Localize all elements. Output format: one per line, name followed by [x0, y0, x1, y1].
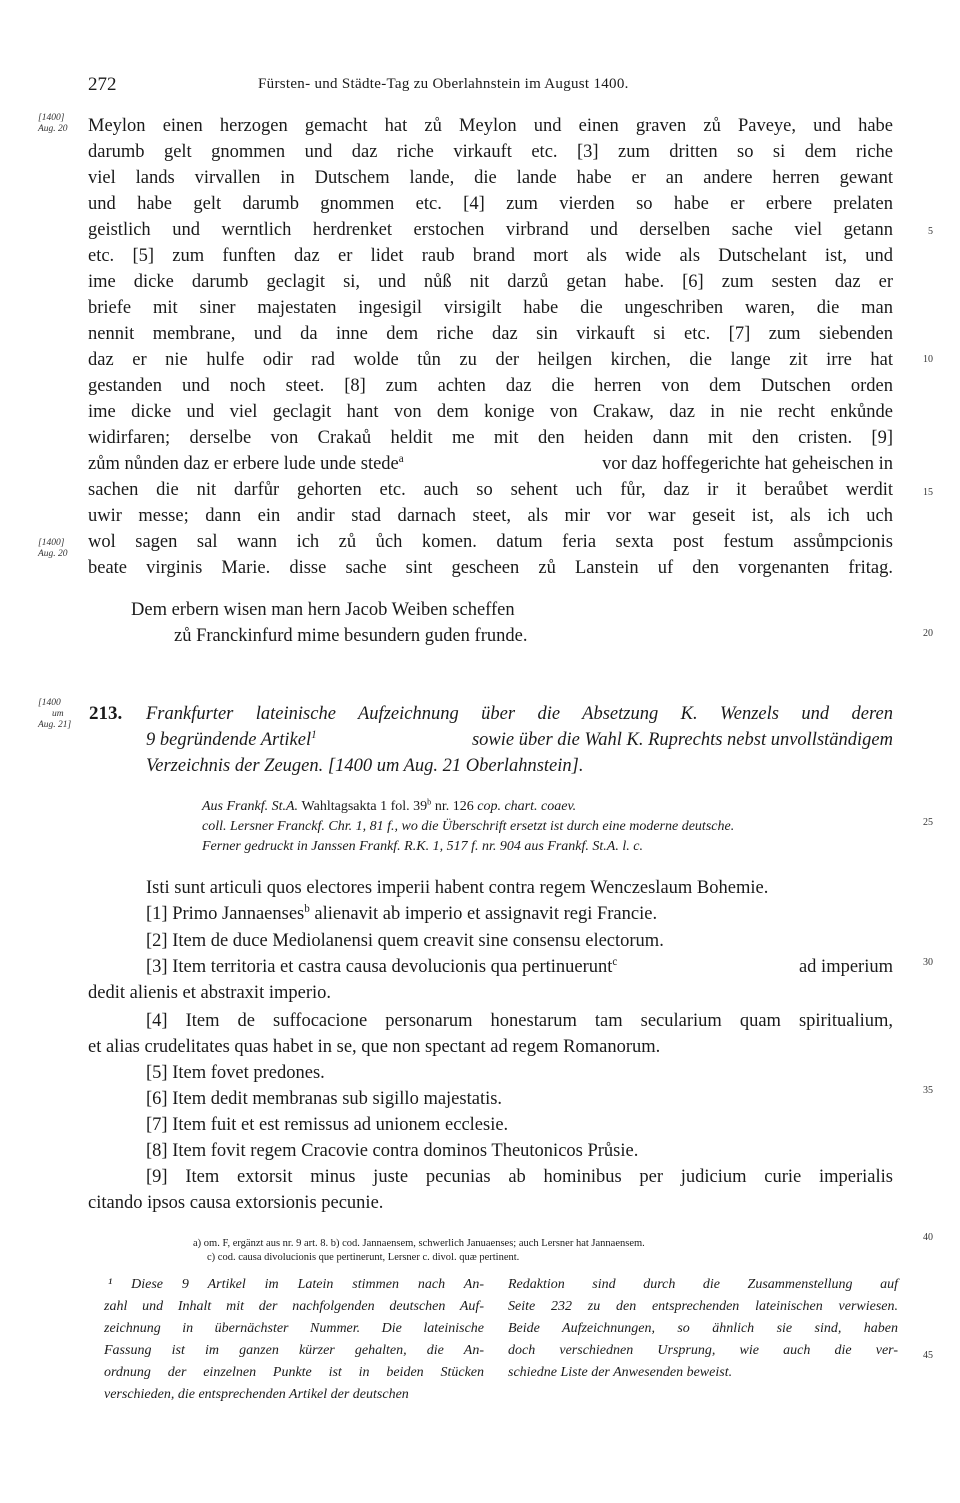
footnote-line: verschieden, die entsprechenden Artikel der deutschen	[104, 1387, 409, 1402]
document-number: 213.	[89, 703, 123, 724]
footnote-line: Beide Aufzeichnungen, so ähnlich sie sind, haben	[508, 1321, 898, 1336]
margin-note-date-1: [1400] Aug. 20	[38, 113, 68, 134]
line-number: 15	[923, 487, 933, 498]
letter-line: geistlich und werntlich herdrenket erstochen virbrand und derselben sache viel getann	[88, 220, 893, 240]
document-heading-line: Verzeichnis der Zeugen. [1400 um Aug. 21 Oberlahnstein].	[146, 756, 584, 776]
latin-line: [9] Item extorsit minus juste pecunias ab hominibus per judicium curie imperialis	[146, 1167, 893, 1187]
footnote-line: Fassung ist im ganzen kürzer gehalten, die An-	[104, 1343, 484, 1358]
footnote-line: ordnung der einzelnen Punkte ist in beiden Stücken	[104, 1365, 484, 1380]
letter-line: zům nůnden daz er erbere lude unde stede$^a$ vor daz hoffegerichte hat geheischen in	[88, 452, 893, 474]
latin-line: [1] Primo Jannaenses$^b$ alienavit ab imperio et assignavit regi Francie.	[146, 902, 658, 924]
latin-line: [8] Item fovit regem Cracovie contra dominos Theutonicos Průsie.	[146, 1141, 639, 1161]
apparatus-note: c) cod. causa divolucionis que pertinerunt, Lersner c. divol. quæ pertinent.	[207, 1252, 520, 1263]
latin-line: [7] Item fuit et est remissus ad unionem ecclesie.	[146, 1115, 509, 1135]
footnote-line: Redaktion sind durch die Zusammenstellung auf	[508, 1277, 898, 1292]
margin-note-date-3: [1400 um Aug. 21]	[38, 698, 72, 730]
letter-line: Meylon einen herzogen gemacht hat zů Meylon und einen graven zů Paveye, und habe	[88, 116, 893, 136]
address-line: zů Franckinfurd mime besundern guden frunde.	[174, 626, 528, 646]
margin-note-date-2: [1400] Aug. 20	[38, 538, 68, 559]
line-number: 20	[923, 628, 933, 639]
letter-line: uwir messe; dann ein andir stad darnach steet, als mir vor war geseit ist, als ich uch	[88, 506, 893, 526]
latin-line: et alias crudelitates quas habet in se, que non spectant ad regem Romanorum.	[88, 1037, 661, 1057]
line-number: 45	[923, 1350, 933, 1361]
line-number: 40	[923, 1232, 933, 1243]
address-line: Dem erbern wisen man hern Jacob Weiben scheffen	[131, 600, 515, 620]
letter-line: etc. [5] zum funften daz er lidet raub brand mort als wide als Dutschelant ist, und	[88, 246, 893, 266]
page-number: 272	[88, 74, 117, 95]
letter-line: darumb gelt gnommen und daz riche virkauft etc. [3] zum dritten so si dem riche	[88, 142, 893, 162]
letter-line: viel lands virvallen in Dutschem lande, die lande habe er an andere herren gewant	[88, 168, 893, 188]
line-number: 10	[923, 354, 933, 365]
letter-line: beate virginis Marie. disse sache sint gescheen zů Lanstein uf den vorgenanten fritag.	[88, 558, 893, 578]
document-heading-line: 9 begründende Artikel$^1$ sowie über die Wahl K. Ruprechts nebst unvollständigem	[146, 728, 893, 750]
line-number: 30	[923, 957, 933, 968]
letter-line: gestanden und noch steet. [8] zum achten daz die herren von dem Dutschen orden	[88, 376, 893, 396]
letter-line: widirfaren; derselbe von Crakaů heldit me mit den heiden dann mit den cristen. [9]	[88, 428, 893, 448]
letter-line: ime dicke darumb geclagit si, und nůß nit darzů getan habe. [6] zum sesten daz er	[88, 272, 893, 292]
footnote-line: schiedne Liste der Anwesenden beweist.	[508, 1365, 733, 1380]
letter-line: nennit membrane, und da inne dem riche daz sin virkauft si etc. [7] zum siebenden	[88, 324, 893, 344]
latin-line: [4] Item de suffocacione personarum honestarum tam secularium quam spiritualium,	[146, 1011, 893, 1031]
latin-line: citando ipsos causa extorsionis pecunie.	[88, 1193, 384, 1213]
source-line: coll. Lersner Franckf. Chr. 1, 81 f., wo die Überschrift ersetzt ist durch eine moderne deutsche.	[202, 819, 735, 834]
document-heading-line: Frankfurter lateinische Aufzeichnung über die Absetzung K. Wenzels und deren	[146, 704, 893, 724]
apparatus-marker: b	[304, 902, 310, 915]
source-line: Ferner gedruckt in Janssen Frankf. R.K. 1, 517 f. nr. 904 aus Frankf. St.A. l. c.	[202, 839, 643, 854]
apparatus-note: a) om. F, ergänzt aus nr. 9 art. 8. b) cod. Jannaensem, schwerlich Januaenses; auch Lersner hat Jannaensem.	[193, 1238, 645, 1249]
footnote-line: Seite 232 zu den entsprechenden lateinischen verwiesen.	[508, 1299, 898, 1314]
letter-line: und habe gelt darumb gnommen etc. [4] zum vierden so habe er erbere prelaten	[88, 194, 893, 214]
letter-line: briefe mit siner majestaten ingesigil virsigilt habe die ungeschriben waren, die man	[88, 298, 893, 318]
latin-line: Isti sunt articuli quos electores imperii habent contra regem Wenczeslaum Bohemie.	[146, 878, 769, 898]
latin-line: [5] Item fovet predones.	[146, 1063, 325, 1083]
letter-line: sachen die nit darfůr gehorten etc. auch so sehent uch fůr, daz ir it beraůbet werdit	[88, 480, 893, 500]
line-number: 35	[923, 1085, 933, 1096]
line-number: 25	[923, 817, 933, 828]
apparatus-marker: c	[612, 955, 618, 968]
source-line: Aus Frankf. St.A. Wahltagsakta 1 fol. 39$^b$ nr. 126 cop. chart. coaev.	[202, 797, 577, 814]
letter-line: ime dicke und viel geclagit hant von dem konige von Crakaw, daz in nie recht enkůnde	[88, 402, 893, 422]
latin-line: dedit alienis et abstraxit imperio.	[88, 983, 332, 1003]
running-title: Fürsten- und Städte-Tag zu Oberlahnstein im August 1400.	[258, 76, 629, 92]
footnote-line: ¹ Diese 9 Artikel im Latein stimmen nach An-	[108, 1277, 484, 1292]
latin-line: [3] Item territoria et castra causa devolucionis qua pertinuerunt$^c$ ad imperium	[146, 955, 893, 977]
line-number: 5	[928, 226, 933, 237]
footnote-line: doch verschiednen Ursprung, wie auch die ver-	[508, 1343, 898, 1358]
latin-line: [2] Item de duce Mediolanensi quem creavit sine consensu electorum.	[146, 931, 664, 951]
latin-line: [6] Item dedit membranas sub sigillo majestatis.	[146, 1089, 503, 1109]
apparatus-marker: a	[398, 452, 404, 465]
footnote-line: zahl und Inhalt mit der nachfolgenden deutschen Auf-	[104, 1299, 484, 1314]
letter-line: daz er nie hulfe odir rad wolde tůn zu der heilgen kirchen, die lange zit irre hat	[88, 350, 893, 370]
letter-line: wol sagen sal wann ich zů ůch komen. datum feria sexta post festum assůmpcionis	[88, 532, 893, 552]
footnote-marker: 1	[311, 728, 317, 741]
footnote-line: zeichnung in übernächster Nummer. Die lateinische	[104, 1321, 484, 1336]
